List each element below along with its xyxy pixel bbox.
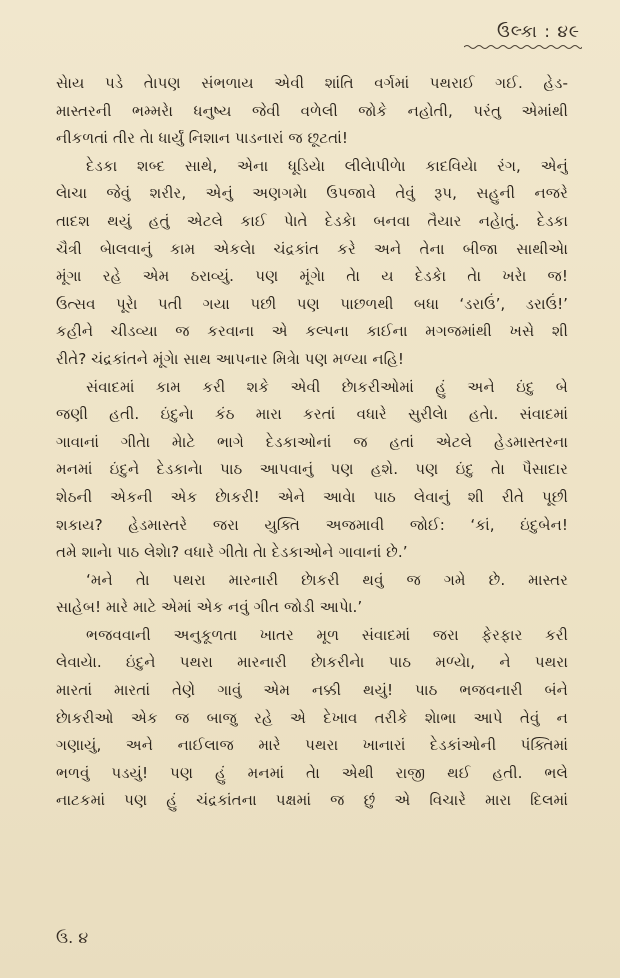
text-line: શકાય? હેડમાસ્તરે જરા યુક્તિ અજમાવી જોઈ: ‘કાં, ઇંદુબેન!: [56, 515, 568, 534]
text-line: નીકળતાં તીર તેા ધાર્યું નિશાન પાડનારાં જ છૂટતાં!: [56, 129, 348, 148]
text-line: શેઠની એકની એક છેાકરી! એને આવેા પાઠ લેવાનું શી રીતે પૂછી: [56, 487, 568, 506]
text-line: સંવાદમાં કામ કરી શકે એવી છેાકરીઓમાં હું અને ઇંદુ બે: [86, 377, 568, 396]
text-line: જણી હતી. ઇંદુનેા કંઠ મારા કરતાં વધારે સુરીલેા હતેા. સંવાદમાં: [56, 405, 568, 424]
text-line: નાટકમાં પણ હું ચંદ્રકાંતના પક્ષમાં જ છું એ વિચારે મારા દિલમાં: [56, 791, 568, 810]
text-line: છેાકરીઓ એક જ બાજુ રહે એ દેખાવ તરીકે શેાભા આપે તેવું ન: [56, 708, 568, 727]
text-line: મારતાં મારતાં તેણે ગાવું એમ નક્કી થયું! પાઠ ભજવનારી બંને: [56, 681, 568, 700]
text-line: તમે શાનેા પાઠ લેશેા? વધારે ગીતેા તેા દેડકાઓને ગાવાનાં છે.’: [56, 543, 408, 562]
text-line: સેાય પડે તેાપણ સંભળાય એવી શાંતિ વર્ગમાં પથરાઈ ગઈ. હેડ-: [56, 74, 568, 92]
text-line: ઉત્સવ પૂરેા પતી ગયા પછી પણ પાછળથી બધા ‘ડરાઉં’, ડરાઉં!’: [56, 294, 568, 313]
text-line: લેવાયેા. ઇંદુને પથરા મારનારી છેાકરીનેા પાઠ મળ્યેા, ને પથરા: [56, 653, 568, 672]
text-line: માસ્તરની ભમ્મરેા ધનુષ્ય જેવી વળેલી જોકે નહોતી, પરંતુ એમાંથી: [56, 101, 568, 120]
signature-mark: ઉ. ૪: [56, 928, 89, 947]
text-line: ચૈત્રી બેાલવાનું કામ એકલેા ચંદ્રકાંત કરે અને તેના બીજા સાથીએા: [56, 239, 568, 258]
text-line: ભળવું પડયું! પણ હું મનમાં તેા એથી રાજી થઈ હતી. ભલે: [56, 763, 568, 782]
decorative-wavy-rule: [464, 44, 582, 50]
text-line: મનમાં ઇંદુને દેડકાનેા પાઠ આપવાનું પણ હશે. પણ ઇંદુ તેા પૈસાદાર: [56, 460, 568, 479]
text-line: સાહેબ! મારે માટે એમાં એક નવું ગીત જોડી આપેા.’: [56, 598, 363, 617]
text-line: કહીને ચીડવ્યા જ કરવાના એ કલ્પના કાઈના મગજમાંથી ખસે શી: [56, 322, 568, 341]
text-line: ભજવવાની અનુકૂળતા ખાતર મૂળ સંવાદમાં જરા ફેરફાર કરી: [86, 625, 568, 644]
text-line: મૂંગા રહે એમ ઠરાવ્યું. પણ મૂંગેા તેા ય દેડકેા તેા ખરેા જ!: [56, 267, 568, 286]
body-text: [56, 70, 568, 815]
text-line: તાદશ થયું હતું એટલે કાઈ પેાતે દેડકેા બનવા તૈયાર નહેાતું. દેડકા: [56, 211, 568, 230]
text-line: રીતે? ચંદ્રકાંતને મૂંગેા સાથ આપનાર મિત્રેા પણ મળ્યા નહિ!: [56, 349, 404, 368]
text-line: લેાચા જેવું શરીર, એનું અણગમેા ઉપજાવે તેવું રૂપ, સહુની નજરે: [56, 184, 568, 203]
text-line: ગણાયું, અને નાઈલાજ મારે પથરા ખાનારાં દેડકાંઓની પંક્તિમાં: [56, 736, 568, 755]
text-line: દેડકા શબ્દ સાથે, એના ધૂડિયેા લીલેાપીળેા કાદવિયેા રંગ, એનું: [86, 156, 568, 175]
text-line: ગાવાનાં ગીતેા મેાટે ભાગે દેડકાઓનાં જ હતાં એટલે હેડમાસ્તરના: [56, 432, 568, 451]
text-line: ‘મને તેા પથરા મારનારી છેાકરી થવું જ ગમે છે. માસ્તર: [86, 570, 568, 589]
running-head: ઉલ્કા : ૪૯: [497, 22, 580, 42]
